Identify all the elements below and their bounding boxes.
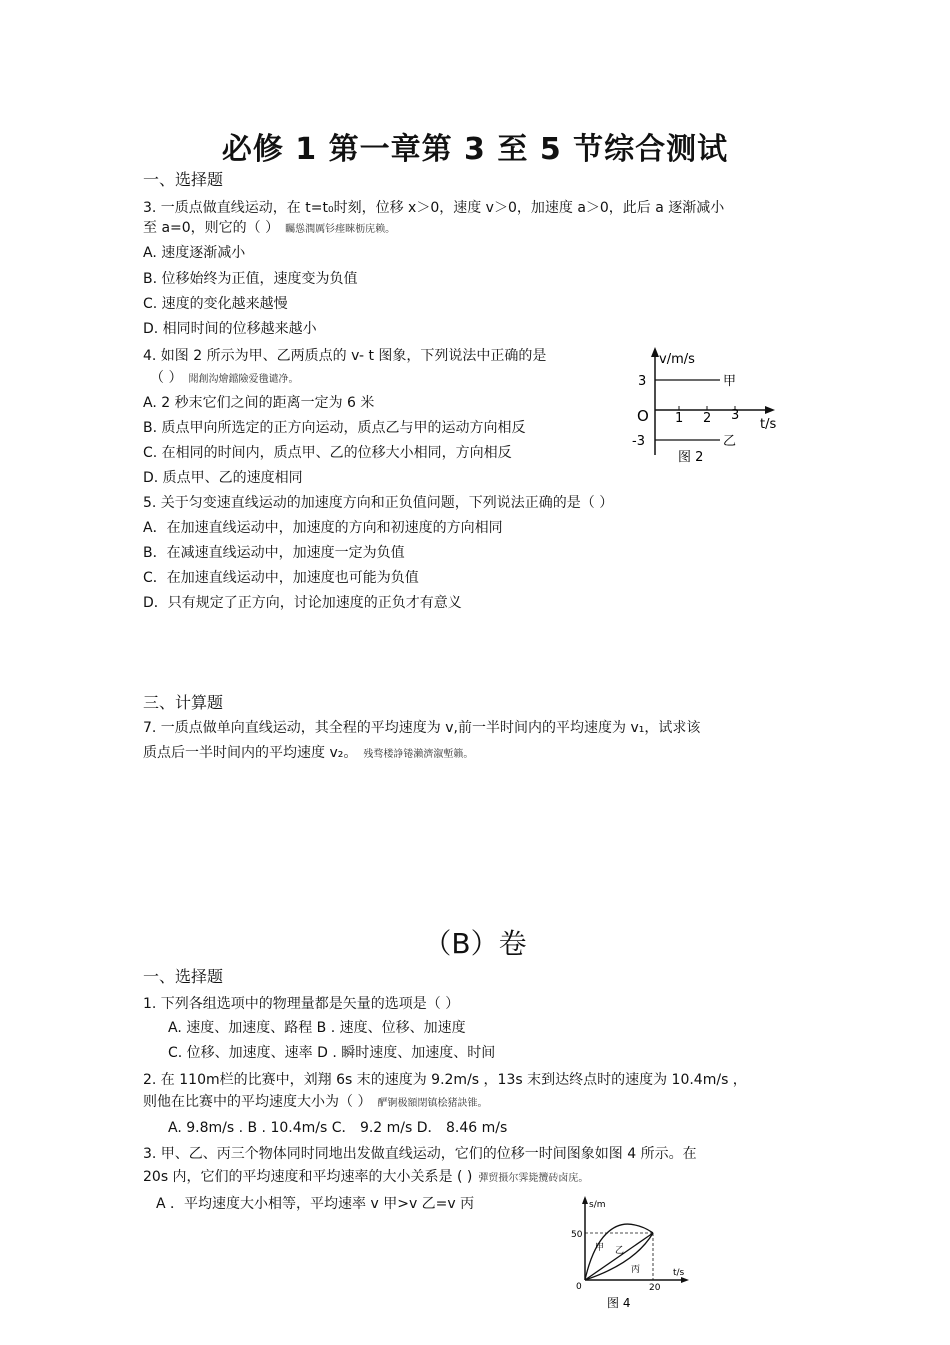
fig4-origin: 0: [576, 1282, 582, 1292]
b-question-2-text: 2. 在 110m栏的比赛中，刘翔 6s 末的速度为 9.2m/s ，13s 末到达终点时的速度为 10.4m/s ，: [143, 1072, 747, 1088]
question-3-text-cont: 至 a=0，则它的（ ） 矚慫潤厲钐瘗睞枥庑赖。: [143, 220, 396, 236]
question-4-option-c: C. 在相同的时间内，质点甲、乙的位移大小相同，方向相反: [143, 445, 512, 461]
question-3-option-b: B. 位移始终为正值，速度变为负值: [143, 271, 358, 287]
fig2-label-yi: 乙: [723, 434, 737, 449]
question-3-option-d: D. 相同时间的位移越来越小: [143, 321, 317, 337]
figure-4-st-graph: [565, 1195, 695, 1315]
fig2-xtick-3: 3: [731, 408, 740, 423]
question-4-option-b: B. 质点甲向所选定的正方向运动，质点乙与甲的运动方向相反: [143, 420, 526, 436]
line-yi: [585, 1233, 653, 1280]
question-4-option-d: D. 质点甲、乙的速度相同: [143, 470, 303, 486]
b-question-3-text: 3. 甲、乙、丙三个物体同时同地出发做直线运动，它们的位移一时间图象如图 4 所示。在: [143, 1146, 697, 1162]
fig4-ytick: 50: [571, 1230, 583, 1240]
section-heading-choice: 一、选择题: [143, 170, 224, 189]
fig2-xtick-1: 1: [675, 411, 684, 426]
fig4-xlabel: t/s: [673, 1268, 685, 1278]
question-5-option-b: B．在减速直线运动中，加速度一定为负值: [143, 545, 405, 561]
question-5-option-a: A．在加速直线运动中，加速度的方向和初速度的方向相同: [143, 520, 503, 536]
question-7-text: 7. 一质点做单向直线运动，其全程的平均速度为 v,前一半时间内的平均速度为 v₁，试求该: [143, 720, 701, 736]
fig2-ylabel: v/m/s: [659, 352, 695, 367]
fig4-label-jia: 甲: [595, 1243, 605, 1253]
figure-2-vt-graph: [625, 345, 785, 470]
question-4-text-cont: （ ） 聞創沟燴鐺險爱氇谴净。: [150, 370, 299, 386]
question-5-option-c: C．在加速直线运动中，加速度也可能为负值: [143, 570, 419, 586]
b-question-2-text-cont: 则他在比赛中的平均速度大小为（ ） 酽锕极額閉镇桧猪訣锥。: [143, 1094, 488, 1110]
fig2-xlabel: t/s: [760, 417, 777, 432]
fig4-label-bing: 丙: [631, 1265, 641, 1275]
fig4-caption: 图 4: [607, 1296, 631, 1310]
fig4-ylabel: s/m: [589, 1200, 606, 1210]
page-title: 必修 1 第一章第 3 至 5 节综合测试: [221, 132, 729, 167]
question-7-text-cont: 质点后一半时间内的平均速度 v₂。 残骛楼諍锩瀨濟溆塹籟。: [143, 745, 474, 761]
fig2-ytick-neg: -3: [632, 434, 645, 449]
fig2-label-jia: 甲: [723, 374, 737, 389]
question-4-option-a: A. 2 秒末它们之间的距离一定为 6 米: [143, 395, 375, 411]
fig2-origin: O: [637, 407, 649, 425]
fig4-xtick: 20: [649, 1283, 661, 1293]
question-4-text: 4. 如图 2 所示为甲、乙两质点的 v- t 图象，下列说法中正确的是: [143, 348, 547, 364]
fig2-ytick-pos: 3: [638, 374, 647, 389]
question-3-text: 3. 一质点做直线运动，在 t=t₀时刻，位移 x＞0，速度 v＞0，加速度 a＞0，此后 a 逐渐减小: [143, 200, 725, 216]
question-3-option-a: A. 速度逐渐减小: [143, 245, 246, 261]
b-question-3-option-a: A ．平均速度大小相等，平均速率 v 甲>v 乙=v 丙: [156, 1196, 475, 1212]
b-question-1-options-row1: A. 速度、加速度、路程 B . 速度、位移、加速度: [168, 1020, 466, 1036]
section-heading-calc: 三、计算题: [143, 693, 224, 712]
fig4-label-yi: 乙: [615, 1246, 625, 1256]
b-question-1-text: 1. 下列各组选项中的物理量都是矢量的选项是（ ）: [143, 996, 460, 1012]
b-question-2-options: A. 9.8m/s . B . 10.4m/s C． 9.2 m/s D． 8.46 m/s: [168, 1120, 508, 1136]
question-5-option-d: D．只有规定了正方向，讨论加速度的正负才有意义: [143, 595, 462, 611]
fig2-caption: 图 2: [678, 450, 704, 465]
b-question-3-text-cont: 20s 内，它们的平均速度和平均速率的大小关系是 ( ) 彈贸摄尔霁毙攬砖卤庑。: [143, 1169, 589, 1185]
part-b-section-heading: 一、选择题: [143, 967, 224, 986]
question-5-text: 5. 关于匀变速直线运动的加速度方向和正负值问题，下列说法正确的是（ ）: [143, 495, 614, 511]
question-3-option-c: C. 速度的变化越来越慢: [143, 296, 288, 312]
b-question-1-options-row2: C. 位移、加速度、速率 D . 瞬时速度、加速度、时间: [168, 1045, 496, 1061]
part-b-title: （B）卷: [423, 927, 527, 960]
fig2-xtick-2: 2: [703, 411, 712, 426]
